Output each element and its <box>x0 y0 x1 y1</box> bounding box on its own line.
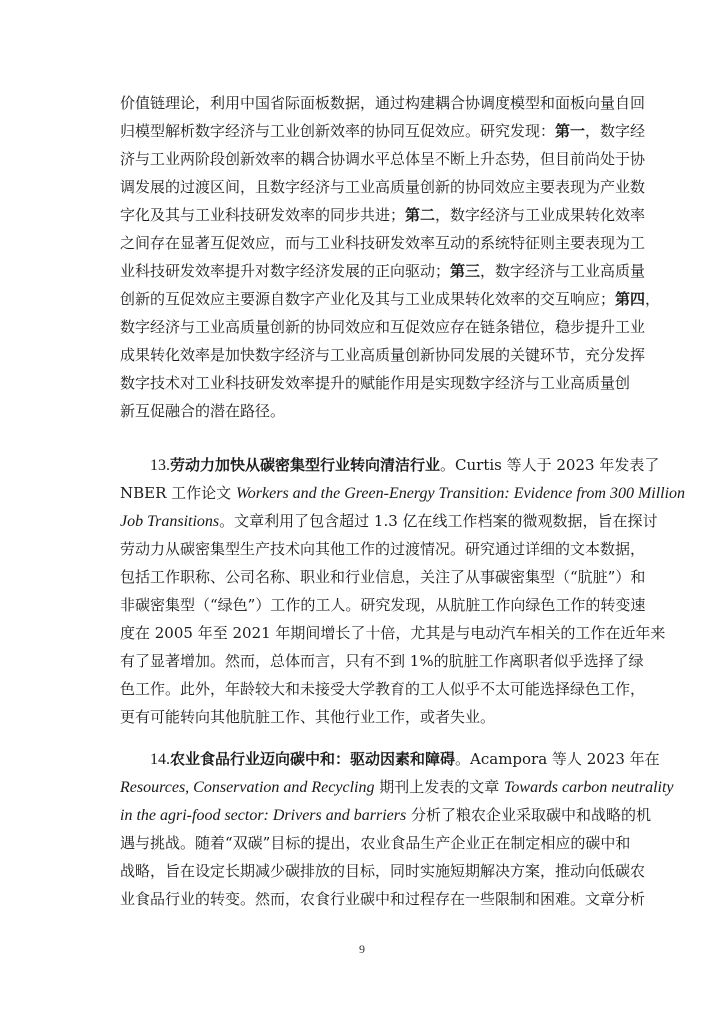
page-number: 9 <box>359 942 365 956</box>
text-line: NBER 工作论文 Workers and the Green-Energy Transition: Evidence from 300 Million <box>120 484 686 502</box>
text-line: 新互促融合的潜在路径。 <box>120 402 286 420</box>
section-heading-13: 13.劳动力加快从碳密集型行业转向清洁行业。Curtis 等人于 2023 年发表了 <box>150 456 660 474</box>
text-line: 数字技术对工业科技研发效率提升的赋能作用是实现数字经济与工业高质量创 <box>120 374 631 392</box>
text-line: 济与工业两阶段创新效率的耦合协调水平总体呈不断上升态势，但目前尚处于协 <box>120 150 646 168</box>
text-line: in the agri-food sector: Drivers and barriers 分析了粮农企业采取碳中和战略的机 <box>120 806 651 824</box>
text-line: Resources, Conservation and Recycling 期刊上发表的文章 Towards carbon neutrality <box>120 778 674 796</box>
text-line: 战略，旨在设定长期减少碳排放的目标，同时实施短期解决方案，推动向低碳农 <box>120 862 646 880</box>
text-line: 字化及其与工业科技研发效率的同步共进；第二，数字经济与工业成果转化效率 <box>120 206 646 224</box>
text-line: 度在 2005 年至 2021 年期间增长了十倍，尤其是与电动汽车相关的工作在近年来 <box>120 624 666 642</box>
text-line: 更有可能转向其他肮脏工作、其他行业工作，或者失业。 <box>120 708 496 726</box>
text-line: 创新的互促效应主要源自数字产业化及其与工业成果转化效率的交互响应；第四， <box>120 290 661 308</box>
section-heading-14: 14.农业食品行业迈向碳中和：驱动因素和障碍。Acampora 等人 2023 年在 <box>150 750 660 768</box>
text-line: 非碳密集型（“绿色”）工作的工人。研究发现，从肮脏工作向绿色工作的转变速 <box>120 596 646 614</box>
text-line: 劳动力从碳密集型生产技术向其他工作的过渡情况。研究通过详细的文本数据， <box>120 540 646 558</box>
text-line: 色工作。此外，年龄较大和未接受大学教育的工人似乎不太可能选择绿色工作， <box>120 680 646 698</box>
text-line: 价值链理论，利用中国省际面板数据，通过构建耦合协调度模型和面板向量自回 <box>120 94 646 112</box>
text-line: 包括工作职称、公司名称、职业和行业信息，关注了从事碳密集型（“肮脏”）和 <box>120 568 646 586</box>
text-line: 有了显著增加。然而，总体而言，只有不到 1%的肮脏工作离职者似乎选择了绿 <box>120 652 644 670</box>
text-line: 调发展的过渡区间，且数字经济与工业高质量创新的协同效应主要表现为产业数 <box>120 178 646 196</box>
text-line: 数字经济与工业高质量创新的协同效应和互促效应存在链条错位，稳步提升工业 <box>120 318 646 336</box>
text-line: 之间存在显著互促效应，而与工业科技研发效率互动的系统特征则主要表现为工 <box>120 234 646 252</box>
text-line: Job Transitions。文章利用了包含超过 1.3 亿在线工作档案的微观数据，旨在探讨 <box>120 512 658 530</box>
text-line: 遇与挑战。随着“双碳”目标的提出，农业食品生产企业正在制定相应的碳中和 <box>120 834 631 852</box>
text-line: 业食品行业的转变。然而，农食行业碳中和过程存在一些限制和困难。文章分析 <box>120 890 646 908</box>
text-line: 成果转化效率是加快数字经济与工业高质量创新协同发展的关键环节，充分发挥 <box>120 346 646 364</box>
text-line: 业科技研发效率提升对数字经济发展的正向驱动；第三，数字经济与工业高质量 <box>120 262 646 280</box>
text-line: 归模型解析数字经济与工业创新效率的协同互促效应。研究发现：第一，数字经 <box>120 122 646 140</box>
